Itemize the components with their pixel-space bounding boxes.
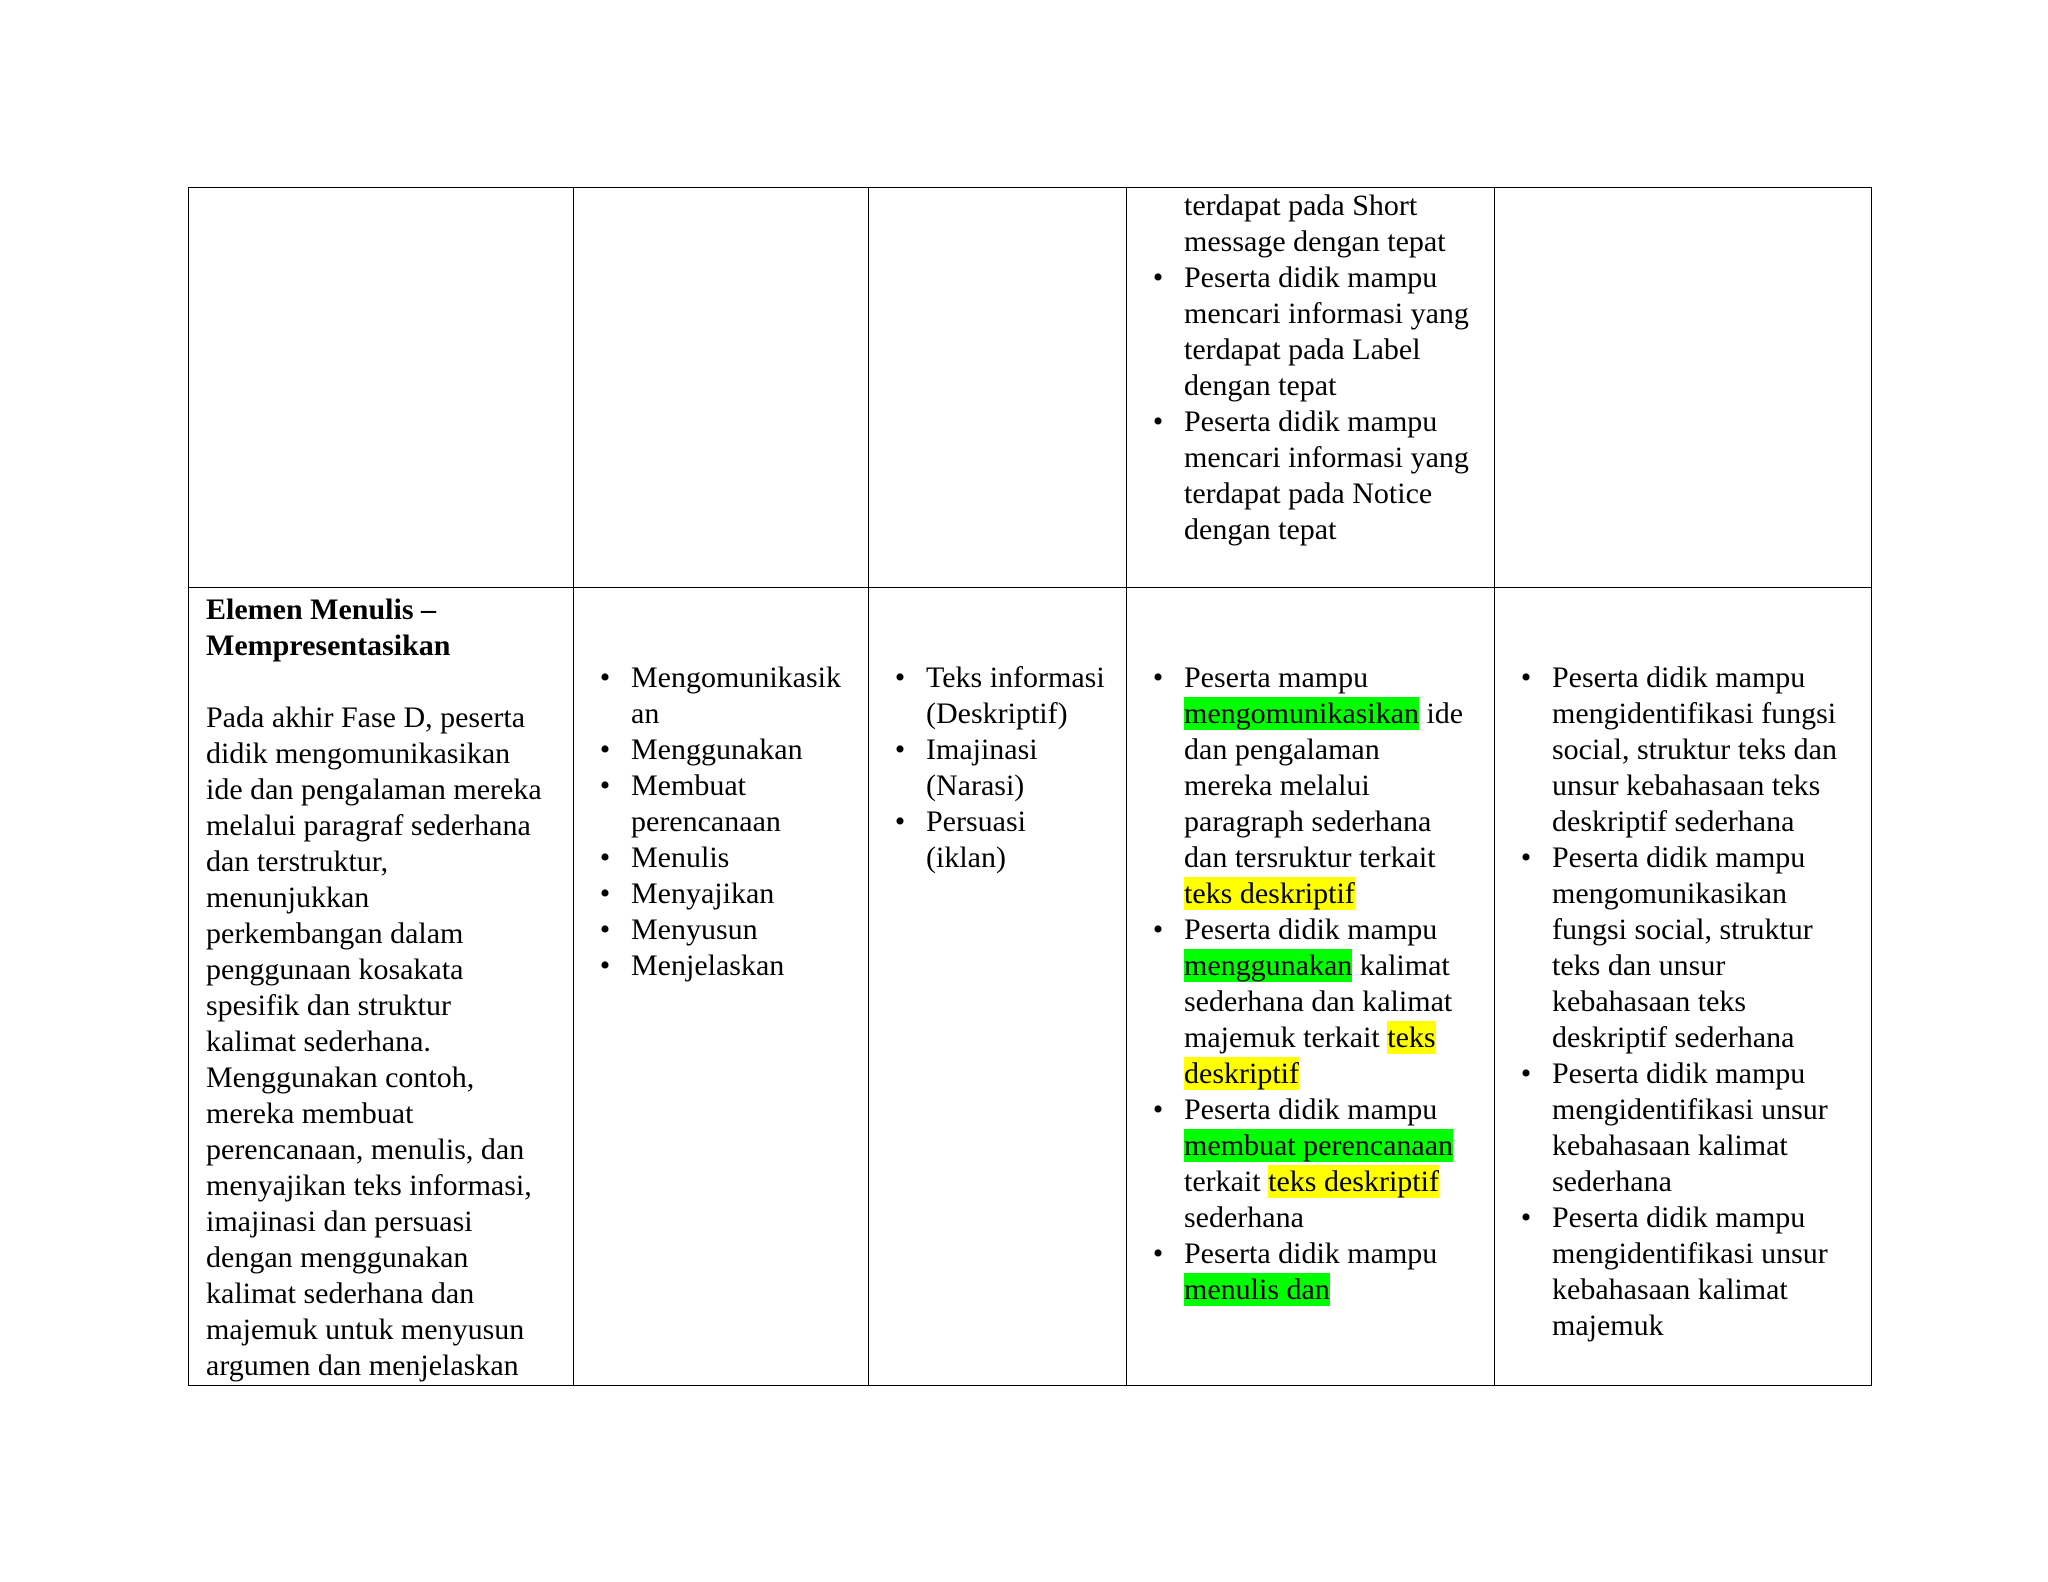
cell-objectives bbox=[1127, 588, 1495, 1386]
bullet-icon: • bbox=[894, 733, 906, 766]
highlight-yellow: teks bbox=[1387, 1021, 1436, 1054]
bullet-icon: • bbox=[1152, 661, 1164, 694]
element-title: Elemen Menulis – Mempresentasikan bbox=[206, 593, 451, 662]
bullet-icon: • bbox=[894, 661, 906, 694]
list-item: • Menyajikan bbox=[591, 876, 852, 912]
list-item: • Peserta didik mampu mencari informasi yang terdapat pada Label dengan tepat bbox=[1144, 260, 1478, 404]
bullet-icon: • bbox=[599, 661, 611, 694]
highlight-yellow: teks deskriptif bbox=[1268, 1165, 1439, 1198]
highlight-yellow: deskriptif bbox=[1184, 1057, 1299, 1090]
cell-texts bbox=[869, 588, 1127, 1386]
cell-objectives bbox=[1127, 188, 1495, 588]
list-item: • Mengomunikasik an bbox=[591, 660, 852, 732]
list-item: • Menjelaskan bbox=[591, 948, 852, 984]
list-item: • Teks informasi (Deskriptif) bbox=[886, 660, 1110, 732]
highlight-green: mengomunikasikan bbox=[1184, 697, 1419, 730]
verb-list bbox=[591, 660, 852, 984]
bullet-icon: • bbox=[1152, 261, 1164, 294]
cell-indicators bbox=[1495, 188, 1872, 588]
bullet-icon: • bbox=[1152, 1093, 1164, 1126]
list-item: • Peserta didik mampu mengidentifikasi fungsi social, struktur teks dan unsur kebahasaan teks deskriptif sederhana bbox=[1512, 660, 1855, 840]
list-item: • Peserta mampu mengomunikasikan ide dan pengalaman mereka melalui paragraph sederhana dan tersruktur terkait teks deskriptif bbox=[1144, 660, 1478, 912]
cell-verbs bbox=[574, 588, 869, 1386]
list-item: • Menyusun bbox=[591, 912, 852, 948]
bullet-icon: • bbox=[599, 733, 611, 766]
cell-verbs bbox=[574, 188, 869, 588]
bullet-icon: • bbox=[1152, 405, 1164, 438]
cell-element bbox=[189, 588, 574, 1386]
bullet-icon: • bbox=[599, 877, 611, 910]
list-item: • Peserta didik mampu menggunakan kalimat sederhana dan kalimat majemuk terkait teks deskriptif bbox=[1144, 912, 1478, 1092]
curriculum-table bbox=[188, 187, 1872, 1386]
list-item: • Membuat perencanaan bbox=[591, 768, 852, 840]
list-item: • Menulis bbox=[591, 840, 852, 876]
indicator-list bbox=[1512, 660, 1855, 1344]
list-item: • Peserta didik mampu menulis dan bbox=[1144, 1236, 1478, 1308]
text-type-list bbox=[886, 660, 1110, 876]
list-item: • Menggunakan bbox=[591, 732, 852, 768]
cell-texts bbox=[869, 188, 1127, 588]
bullet-icon: • bbox=[894, 805, 906, 838]
bullet-icon: • bbox=[1520, 841, 1532, 874]
list-item: • Peserta didik mampu mengidentifikasi unsur kebahasaan kalimat sederhana bbox=[1512, 1056, 1855, 1200]
table-row bbox=[189, 588, 1872, 1386]
list-item: • Peserta didik mampu mengomunikasikan fungsi social, struktur teks dan unsur kebahasaan teks deskriptif sederhana bbox=[1512, 840, 1855, 1056]
list-item: • Peserta didik mampu mencari informasi yang terdapat pada Notice dengan tepat bbox=[1144, 404, 1478, 548]
cell-indicators bbox=[1495, 588, 1872, 1386]
highlight-green: menggunakan bbox=[1184, 949, 1353, 982]
bullet-icon: • bbox=[599, 913, 611, 946]
list-item: • Persuasi (iklan) bbox=[886, 804, 1110, 876]
list-item: • Peserta didik mampu mengidentifikasi unsur kebahasaan kalimat majemuk bbox=[1512, 1200, 1855, 1344]
list-item: • Imajinasi (Narasi) bbox=[886, 732, 1110, 804]
objective-list bbox=[1144, 660, 1478, 1308]
highlight-green: membuat perencanaan bbox=[1184, 1129, 1454, 1162]
bullet-icon: • bbox=[1520, 661, 1532, 694]
table-row bbox=[189, 188, 1872, 588]
cell-element bbox=[189, 188, 574, 588]
bullet-icon: • bbox=[599, 769, 611, 802]
bullet-icon: • bbox=[1152, 1237, 1164, 1270]
element-description: Pada akhir Fase D, peserta didik mengomunikasikan ide dan pengalaman mereka melalui paragraf sederhana dan terstruktur, menunjukkan perkembangan dalam penggunaan kosakata spesifik dan struktur kalimat sederhana. Menggunakan contoh, mereka membuat perencanaan, menulis, dan menyajikan teks informasi, imajinasi dan persuasi dengan menggunakan kalimat sederhana dan majemuk untuk menyusun argumen dan menjelaskan bbox=[206, 701, 542, 1382]
list-item: • Peserta didik mampu membuat perencanaan terkait teks deskriptif sederhana bbox=[1144, 1092, 1478, 1236]
bullet-icon: • bbox=[1520, 1201, 1532, 1234]
objective-continuation: terdapat pada Short message dengan tepat bbox=[1184, 189, 1446, 258]
highlight-green: menulis dan bbox=[1184, 1273, 1330, 1306]
highlight-yellow: teks deskriptif bbox=[1184, 877, 1355, 910]
bullet-icon: • bbox=[1520, 1057, 1532, 1090]
objective-list bbox=[1144, 260, 1478, 548]
bullet-icon: • bbox=[599, 841, 611, 874]
bullet-icon: • bbox=[1152, 913, 1164, 946]
bullet-icon: • bbox=[599, 949, 611, 982]
